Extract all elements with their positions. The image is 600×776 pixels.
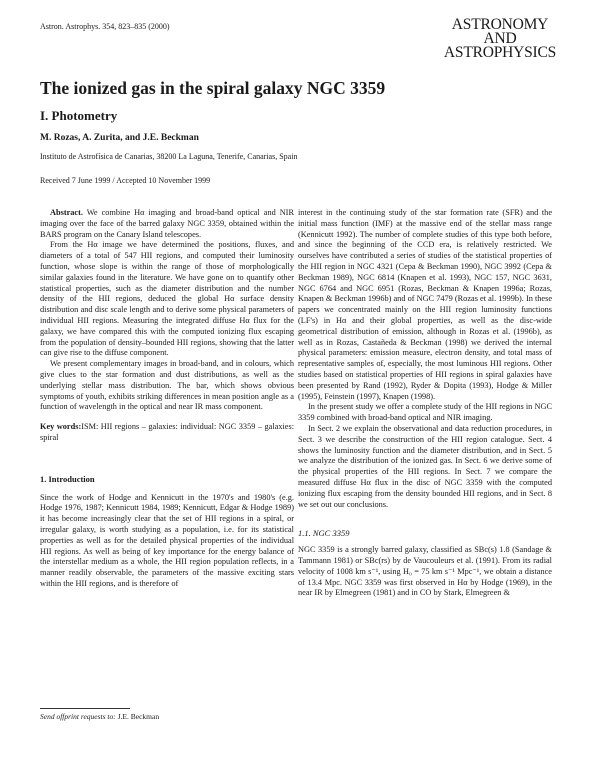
journal-logo-line: ASTROPHYSICS <box>443 44 557 61</box>
affiliation: Instituto de Astrofísica de Canarias, 38200 La Laguna, Tenerife, Canarias, Spain <box>40 152 298 161</box>
body-paragraph: NGC 3359 is a strongly barred galaxy, classified as SBc(s) 1.8 (Sandage & Tammann 1981) or SBc(rs) by de Vaucouleurs et al. (1991). From its radial velocity of 1008 km s⁻¹, using H₀ = 75 km s⁻¹ Mpc⁻¹, we obtain a distance of 13.4 Mpc. NGC 3359 was first observed in Hα by Hodge (1969), in the near IR by Elmegreen (1981) and in CO by Stark, Elmegreen & <box>298 545 552 598</box>
subsection-heading: 1.1. NGC 3359 <box>298 528 350 539</box>
footnote <box>40 712 159 721</box>
body-paragraph: In Sect. 2 we explain the observational and data reduction procedures, in Sect. 3 we describe the construction of the HII region catalogue. Sect. 4 shows the luminosity function and the diameter distribution, and in Sect. 5 we analyze the distribution of the ionized gas. In Sect. 6 we derive some of the physical properties of the HII regions. In Sect. 7 we compare the measured diffuse Hα flux in the disc of NGC 3359 with the computed ionizing flux escaping from the density bounded HII regions, and in Sect. 8 we set out our conclusions. <box>298 423 552 509</box>
footnote-name: J.E. Beckman <box>117 712 160 721</box>
journal-reference: Astron. Astrophys. 354, 823–835 (2000) <box>40 22 170 31</box>
right-column <box>298 208 552 599</box>
keywords-text: ISM: HII regions – galaxies: individual: NGC 3359 – galaxies: spiral <box>40 422 294 442</box>
abstract-text: We combine Hα imaging and broad-band optical and NIR imaging over the face of the barred galaxy NGC 3359, obtained within the BARS program on the Canary Island telescopes. <box>40 208 294 239</box>
authors: M. Rozas, A. Zurita, and J.E. Beckman <box>40 133 199 143</box>
received-accepted-dates: Received 7 June 1999 / Accepted 10 November 1999 <box>40 176 211 185</box>
journal-logo-line: AND <box>483 30 517 47</box>
body-paragraph: In the present study we offer a complete study of the HII regions in NGC 3359 combined with broad-band optical and NIR imaging. <box>298 402 552 423</box>
left-column <box>40 208 294 590</box>
paper-subtitle: I. Photometry <box>40 108 118 123</box>
journal-logo <box>430 18 570 60</box>
journal-logo-line: ASTRONOMY <box>451 16 549 33</box>
keywords-label: Key words: <box>40 422 82 432</box>
abstract-paragraph: We present complementary images in broad-band, and in colours, which give clues to the star formation and dust distributions, as well as the underlying stellar mass distribution. The bar, which shows obvious symptoms of youth, exhibits striking differences in mean position angle as a function of wavelength in the optical and near IR mass component. <box>40 359 294 412</box>
paper-title: The ionized gas in the spiral galaxy NGC 3359 <box>40 78 386 98</box>
body-paragraph: Since the work of Hodge and Kennicutt in the 1970's and 1980's (e.g. Hodge 1976, 1987; Kennicutt 1984, 1989; Kennicutt, Edgar & Hodge 1989) it has become increasingly clear that the set of HII regions in a spiral, or irregular galaxy, is worth studying as a population, i.e. for its statistical properties as well as for the detailed physical properties of the individual HII regions. As well as being of key importance for the energy balance of the interstellar medium as a whole, the HII region population reflects, in a manner readily observable, the parameters of the massive exciting stars within the HII regions, and is therefore of <box>40 492 294 588</box>
abstract-label: Abstract. <box>50 208 83 217</box>
body-paragraph: interest in the continuing study of the star formation rate (SFR) and the initial mass function (IMF) at the massive end of the stellar mass range (Kennicutt 1992). The number of complete studies of this type both before, and since the beginning of the CCD era, is relatively restricted. We ourselves have contributed a series of studies of the statistical properties of the HII region in NGC 4321 (Cepa & Beckman 1990), NGC 3992 (Cepa & Beckman 1989), NGC 6814 (Knapen et al. 1993), NGC 157, NGC 3631, NGC 6764 and NGC 6951 (Rozas, Beckman & Knapen 1996a; Rozas, Knapen & Beckman 1996b) and of NGC 7479 (Rozas et al. 1999b). In these papers we concentrated mainly on the HII region luminosity functions (LF's) in Hα and their global properties, as well as the disc-wide geometrical distribution of emission, although in Rozas et al. (1996b), as well as in Rozas, Castañeda & Beckman (1998) we derived the internal physical parameters: emission measure, electron density, and total mass of representative samples of, especially, the most luminous HII regions. Other studies based on statistical properties of HII regions in spiral galaxies have been presented by Rand (1992), Ryder & Dopita (1993), Hodge & Miller (1995), Feinstein (1997), Knapen (1998). <box>298 208 552 401</box>
footnote-divider <box>40 708 130 709</box>
abstract-paragraph <box>40 208 294 240</box>
keywords <box>40 422 294 444</box>
abstract-paragraph: From the Hα image we have determined the positions, fluxes, and diameters of a total of 547 HII regions, and computed their luminosity function, whose slope is within the range of those of morphologically similar galaxies found in the literature. We have gone on to quantify other statistical properties, such as the diameter distribution and the number density of the HII regions, deduced the global Hα surface density distribution and disc scale length and to derive some physical parameters of individual HII regions. Measuring the integrated diffuse Hα flux for the galaxy, we have compared this with the computed ionizing flux escaping from the population of density–bounded HII regions, showing that the latter can give rise to the diffuse component. <box>40 240 294 358</box>
footnote-label: Send offprint requests to: <box>40 712 116 721</box>
section-heading: 1. Introduction <box>40 473 95 484</box>
